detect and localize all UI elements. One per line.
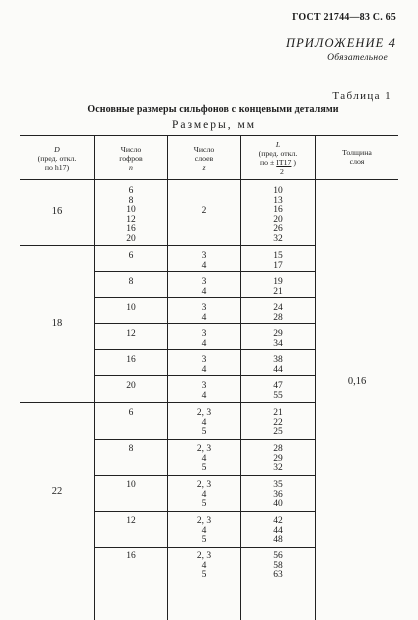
z-value: 4 xyxy=(201,338,207,349)
l-value: 26 xyxy=(273,224,283,234)
header-l-symbol: L xyxy=(275,140,281,149)
z-values xyxy=(168,481,240,510)
n-value: 12 xyxy=(126,214,136,225)
header-d-line: по h17) xyxy=(44,163,70,172)
z-value: 2, 3 xyxy=(196,408,212,418)
header-thickness xyxy=(316,148,398,166)
row-rule xyxy=(95,547,315,548)
z-value: 4 xyxy=(201,260,207,271)
group-d-value: 18 xyxy=(51,318,63,329)
header-t-line: слоя xyxy=(349,157,365,166)
n-value: 10 xyxy=(126,480,136,490)
row-rule xyxy=(95,297,315,298)
n-value: 12 xyxy=(126,516,136,526)
header-l-fraction-num: IT17 xyxy=(276,158,292,167)
layer-thickness-value: 0,16 xyxy=(347,376,367,387)
header-l xyxy=(241,140,315,176)
z-values xyxy=(168,304,240,323)
row-rule xyxy=(95,323,315,324)
header-d-line: (пред. откл. xyxy=(37,154,77,163)
header-l-pm: по ± xyxy=(260,158,275,167)
group-rule xyxy=(20,245,315,246)
l-value: 10 xyxy=(273,186,283,196)
l-values xyxy=(241,356,315,375)
l-value: 22 xyxy=(273,417,283,428)
l-value: 34 xyxy=(273,338,283,349)
l-value: 25 xyxy=(273,427,283,437)
l-value: 35 xyxy=(273,480,283,490)
z-value: 4 xyxy=(201,560,207,571)
z-value: 5 xyxy=(201,535,207,545)
header-z xyxy=(168,145,240,172)
l-value: 42 xyxy=(273,516,283,526)
l-value: 58 xyxy=(273,560,283,571)
header-n-symbol: n xyxy=(129,163,133,172)
z-value: 2, 3 xyxy=(196,551,212,561)
header-n xyxy=(95,145,167,172)
z-value: 3 xyxy=(201,251,207,261)
z-value: 3 xyxy=(201,277,207,287)
z-value: 2 xyxy=(201,206,207,216)
l-value: 32 xyxy=(273,463,283,473)
row-rule xyxy=(95,375,315,376)
l-values xyxy=(241,252,315,271)
z-value: 3 xyxy=(201,355,207,365)
z-value: 4 xyxy=(201,364,207,375)
z-value: 2, 3 xyxy=(196,444,212,454)
table-units: Размеры, мм xyxy=(171,119,257,131)
z-value: 4 xyxy=(201,453,207,464)
appendix-status: Обязательное xyxy=(327,53,388,63)
l-value: 38 xyxy=(273,355,283,365)
row-rule xyxy=(95,271,315,272)
n-value: 8 xyxy=(128,444,134,454)
l-value: 29 xyxy=(273,453,283,464)
n-values xyxy=(95,187,167,244)
l-values xyxy=(241,445,315,474)
table-number: Таблица 1 xyxy=(332,90,392,102)
z-value: 3 xyxy=(201,329,207,339)
l-value: 16 xyxy=(273,205,283,215)
z-values xyxy=(168,517,240,546)
row-rule xyxy=(95,439,315,440)
l-values xyxy=(241,278,315,297)
header-d-symbol: D xyxy=(54,145,60,154)
header-l-line: (пред. откл. xyxy=(258,149,298,158)
n-value: 6 xyxy=(128,251,134,261)
l-values xyxy=(241,409,315,438)
l-value: 40 xyxy=(273,499,283,509)
l-value: 20 xyxy=(273,214,283,225)
z-value: 2, 3 xyxy=(196,516,212,526)
row-rule xyxy=(95,475,315,476)
z-values xyxy=(168,382,240,401)
n-value: 16 xyxy=(126,551,136,561)
header-l-paren: ) xyxy=(293,158,296,167)
z-value: 5 xyxy=(201,427,207,437)
n-value: 8 xyxy=(128,195,134,206)
header-z-line: Число xyxy=(193,145,215,154)
l-value: 55 xyxy=(273,390,283,401)
l-value: 19 xyxy=(273,277,283,287)
l-values xyxy=(241,304,315,323)
header-l-fraction-den: 2 xyxy=(280,167,284,176)
z-values xyxy=(168,330,240,349)
n-value: 10 xyxy=(126,205,136,215)
row-rule xyxy=(95,511,315,512)
l-value: 21 xyxy=(273,408,283,418)
z-values xyxy=(168,356,240,375)
l-values xyxy=(241,552,315,581)
z-value: 2, 3 xyxy=(196,480,212,490)
l-value: 44 xyxy=(273,525,283,536)
header-n-line: Число xyxy=(120,145,142,154)
header-t-line: Толщина xyxy=(342,148,372,157)
z-value: 4 xyxy=(201,417,207,428)
l-values xyxy=(241,382,315,401)
l-value: 63 xyxy=(273,570,283,580)
z-value: 5 xyxy=(201,463,207,473)
z-value: 4 xyxy=(201,525,207,536)
n-value: 12 xyxy=(126,329,136,339)
l-value: 24 xyxy=(273,303,283,313)
z-values xyxy=(168,552,240,581)
table-top-rule xyxy=(20,135,398,136)
z-value: 4 xyxy=(201,390,207,401)
l-value: 29 xyxy=(273,329,283,339)
n-value: 20 xyxy=(126,381,136,391)
z-value: 3 xyxy=(201,381,207,391)
l-value: 32 xyxy=(273,233,283,244)
n-value: 16 xyxy=(126,224,136,234)
l-value: 48 xyxy=(273,535,283,545)
l-value: 47 xyxy=(273,381,283,391)
header-n-line: гофров xyxy=(119,154,143,163)
header-bottom-rule xyxy=(20,179,398,180)
n-value: 10 xyxy=(126,303,136,313)
l-values xyxy=(241,330,315,349)
n-value: 16 xyxy=(126,355,136,365)
l-value: 36 xyxy=(273,489,283,500)
header-z-line: слоев xyxy=(194,154,214,163)
l-value: 44 xyxy=(273,364,283,375)
standard-header: ГОСТ 21744—83 С. 65 xyxy=(292,12,396,23)
l-value: 56 xyxy=(273,551,283,561)
z-value: 4 xyxy=(201,489,207,500)
row-rule xyxy=(95,349,315,350)
l-value: 28 xyxy=(273,444,283,454)
l-value: 15 xyxy=(273,251,283,261)
z-value: 5 xyxy=(201,570,207,580)
z-value: 3 xyxy=(201,303,207,313)
n-value: 8 xyxy=(128,277,134,287)
group-d-value: 16 xyxy=(51,206,63,217)
z-values xyxy=(168,278,240,297)
z-values xyxy=(168,409,240,438)
l-values xyxy=(241,187,315,244)
z-values xyxy=(168,445,240,474)
group-d-value: 22 xyxy=(51,486,63,497)
group-rule xyxy=(20,402,315,403)
z-value: 5 xyxy=(201,499,207,509)
n-value: 20 xyxy=(126,233,136,244)
appendix-title: ПРИЛОЖЕНИЕ 4 xyxy=(285,36,396,50)
z-values xyxy=(168,252,240,271)
header-d xyxy=(20,145,94,172)
table-title: Основные размеры сильфонов с концевыми деталями xyxy=(87,104,339,115)
header-z-symbol: z xyxy=(202,163,206,172)
z-value: 4 xyxy=(201,286,207,297)
l-value: 13 xyxy=(273,195,283,206)
n-value: 6 xyxy=(128,408,134,418)
header-l-tolerance xyxy=(241,158,315,167)
l-values xyxy=(241,481,315,510)
l-value: 28 xyxy=(273,312,283,323)
l-value: 21 xyxy=(273,286,283,297)
n-value: 6 xyxy=(128,186,134,196)
z-value: 4 xyxy=(201,312,207,323)
l-values xyxy=(241,517,315,546)
l-value: 17 xyxy=(273,260,283,271)
